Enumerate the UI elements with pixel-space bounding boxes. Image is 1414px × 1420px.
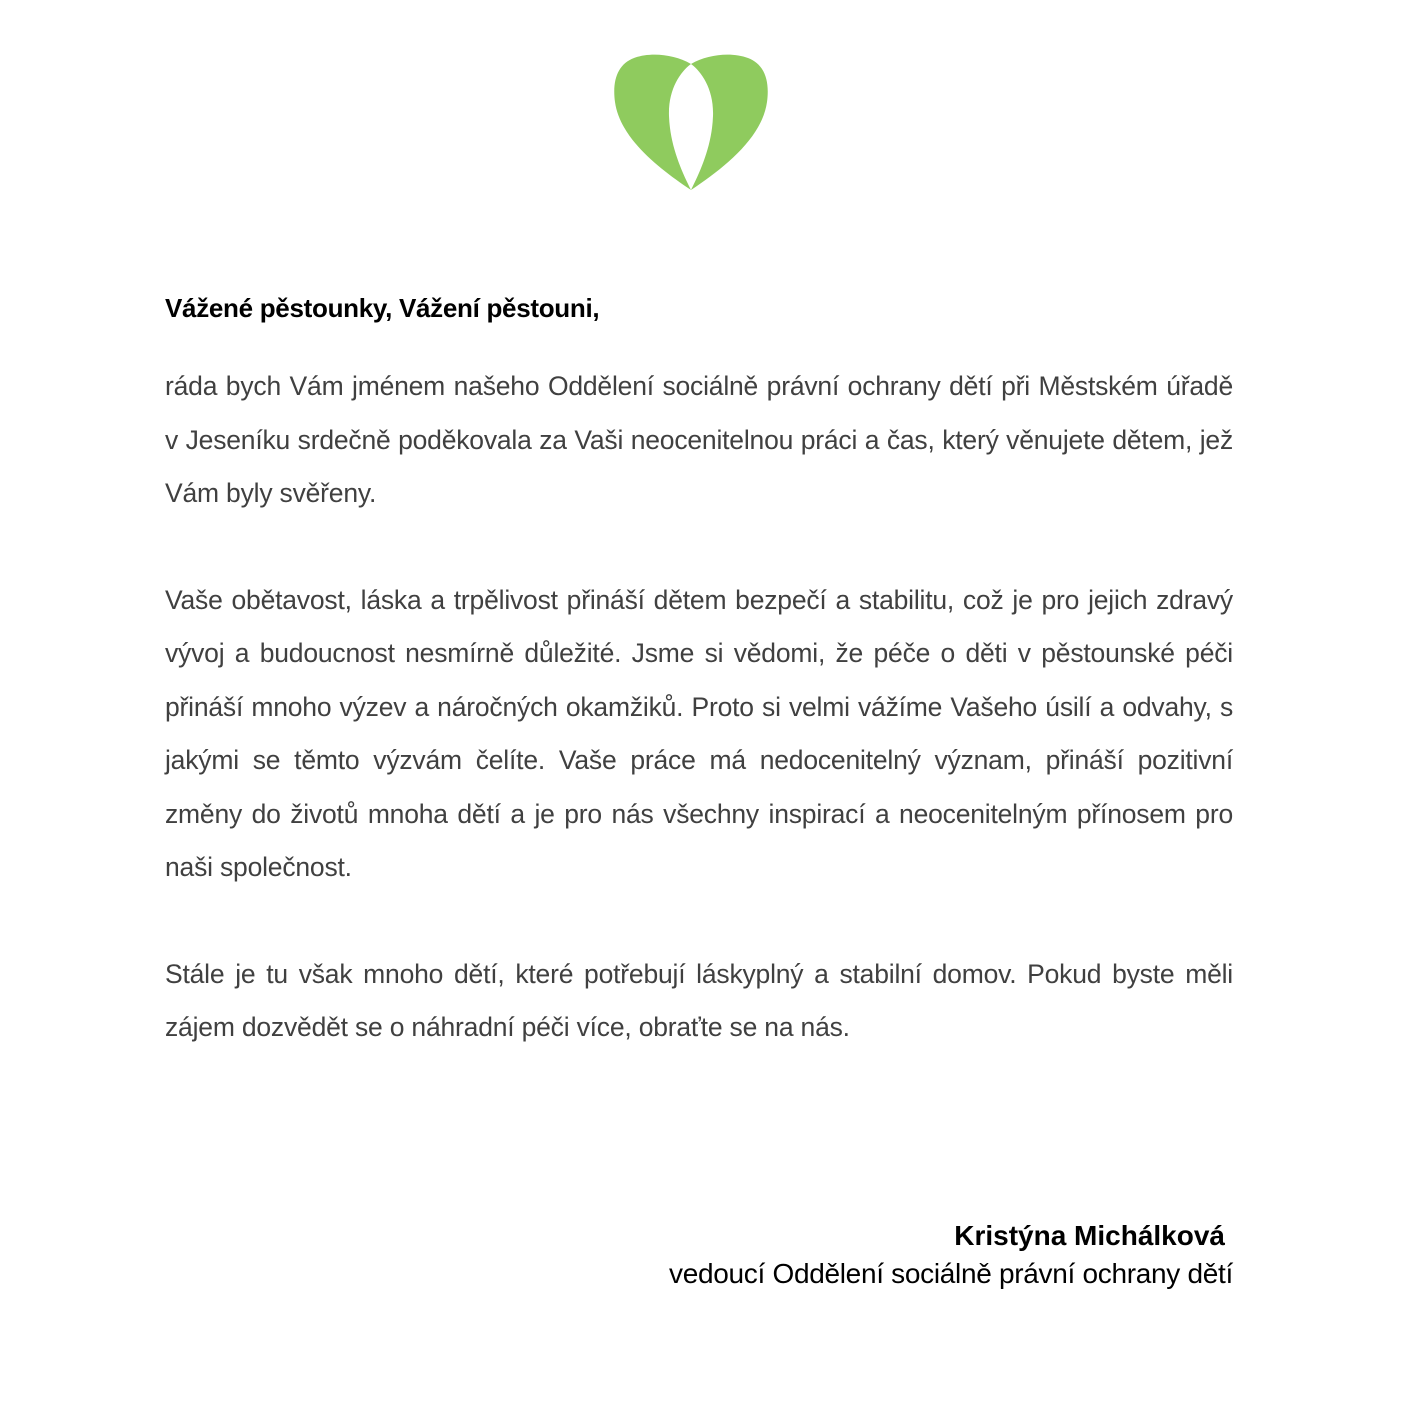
paragraph-call-to-action: Stále je tu však mnoho dětí, které potřebují láskyplný a stabilní domov. Pokud byste měli zájem dozvědět se o náhradní péči více, obraťte se na nás. [165,958,1233,1042]
signature-block [669,1215,1233,1291]
signature-name: Kristýna Michálková [954,1220,1225,1251]
signature-role: vedoucí Oddělení sociálně právní ochrany dětí [669,1258,1233,1289]
paragraph-appreciation: Vaše obětavost, láska a trpělivost přináší dětem bezpečí a stabilitu, což je pro jejich zdravý vývoj a budoucnost nesmírně důležité. Jsme si vědomi, že péče o děti v pěstounské péči přináší mnoho výzev a náročných okamžiků. Proto si velmi vážíme Vašeho úsilí a odvahy, s jakými se těmto výzvám čelíte. Vaše práce má nedocenitelný význam, přináší pozitivní změny do životů mnoha dětí a je pro nás všechny inspirací a neocenitelným přínosem pro naši společnost. [165,584,1233,882]
letter-body [165,286,1233,1108]
greeting: Vážené pěstounky, Vážení pěstouni, [165,293,600,323]
heart-logo-icon [612,50,770,192]
paragraph-thanks: ráda bych Vám jménem našeho Oddělení sociálně právní ochrany dětí při Městském úřadě v Jeseníku srdečně poděkovala za Vaši neocenitelnou práci a čas, který věnujete dětem, jež Vám byly svěřeny. [165,371,1233,508]
heart-logo-shape [614,55,767,190]
